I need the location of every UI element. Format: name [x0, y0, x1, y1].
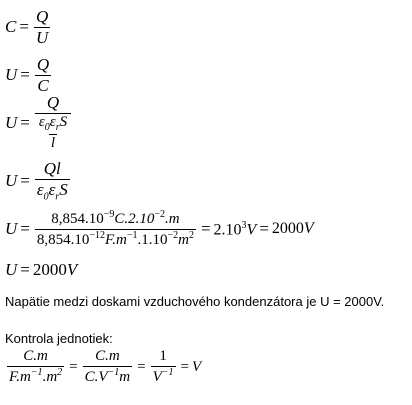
eq5-numerator: $8,854.10^{-9}C.2.10^{-2}.m$ — [51, 209, 180, 227]
equals-sign: = — [180, 358, 189, 375]
eq6-value: 2000 — [32, 260, 67, 279]
equals-sign: = — [20, 260, 30, 279]
equation-result — [5, 260, 77, 280]
eq7-fraction-2 — [83, 349, 133, 386]
eq1-fraction — [34, 8, 50, 47]
eq1-denominator: U — [35, 27, 49, 47]
equals-sign: = — [20, 65, 30, 85]
equation-numeric-substitution — [5, 210, 314, 249]
eq2-numerator: Q — [36, 55, 50, 74]
eq1-numerator: Q — [35, 7, 49, 26]
equation-voltage-basic — [5, 56, 53, 95]
eq7-f3-denominator: $V^{-1}$ — [152, 366, 174, 385]
equation-capacitance — [5, 8, 52, 47]
eq3-lhs: U — [5, 113, 18, 133]
eq7-f3-numerator: 1 — [159, 348, 167, 364]
eq5-lhs: U — [5, 219, 18, 239]
equals-sign: = — [20, 219, 30, 239]
eq7-f2-denominator: $C.V^{-1}m$ — [84, 366, 131, 385]
eq5-denominator: $8,854.10^{-12}F.m^{-1}.1.10^{-2}m^2$ — [36, 229, 194, 248]
eq5-fraction — [35, 210, 196, 249]
eq7-fraction-1 — [7, 349, 64, 386]
eq1-lhs: C — [5, 17, 17, 37]
eq3-numerator: Q — [46, 93, 60, 112]
eq2-denominator: C — [37, 75, 49, 95]
eq2-lhs: U — [5, 65, 18, 85]
eq3-inner-denominator: l — [50, 135, 56, 152]
unit-check-heading: Kontrola jednotiek: — [5, 331, 113, 346]
eq7-f2-numerator: C.m — [95, 348, 120, 364]
equals-sign: = — [259, 219, 269, 239]
eq3-inner-numerator: $\varepsilon_0\varepsilon_rS$ — [38, 113, 68, 133]
eq4-denominator: $\varepsilon_0\varepsilon_rS$ — [36, 179, 68, 203]
eq7-f1-denominator: $F.m^{-1}.m^2$ — [9, 366, 63, 385]
equals-sign: = — [20, 113, 30, 133]
eq3-denominator — [35, 113, 71, 152]
eq5-result-plain: 2000V — [271, 220, 314, 238]
eq3-fraction — [35, 94, 71, 152]
equation-voltage-simplified — [5, 160, 72, 203]
eq6-unit: V — [66, 260, 78, 279]
equals-sign: = — [200, 219, 211, 239]
eq7-f1-numerator: C.m — [23, 348, 48, 364]
eq2-fraction — [35, 56, 51, 95]
eq7-fraction-3 — [151, 349, 176, 386]
eq4-lhs: U — [5, 171, 18, 191]
equals-sign: = — [20, 171, 30, 191]
equation-voltage-permittivity — [5, 94, 73, 152]
equals-sign: = — [137, 358, 146, 375]
eq5-result-scientific: 2.10$^3$V — [213, 219, 257, 238]
equation-unit-check — [5, 349, 201, 386]
eq4-numerator: Ql — [43, 159, 61, 178]
eq4-fraction — [35, 160, 70, 203]
equals-sign: = — [19, 17, 29, 37]
eq3-inner-fraction — [37, 115, 69, 152]
eq7-result: V — [192, 358, 202, 375]
equals-sign: = — [69, 358, 78, 375]
result-sentence: Napätie medzi doskami vzduchového kondenzátora je U = 2000V. — [5, 294, 385, 309]
eq6-lhs: U — [5, 260, 18, 279]
